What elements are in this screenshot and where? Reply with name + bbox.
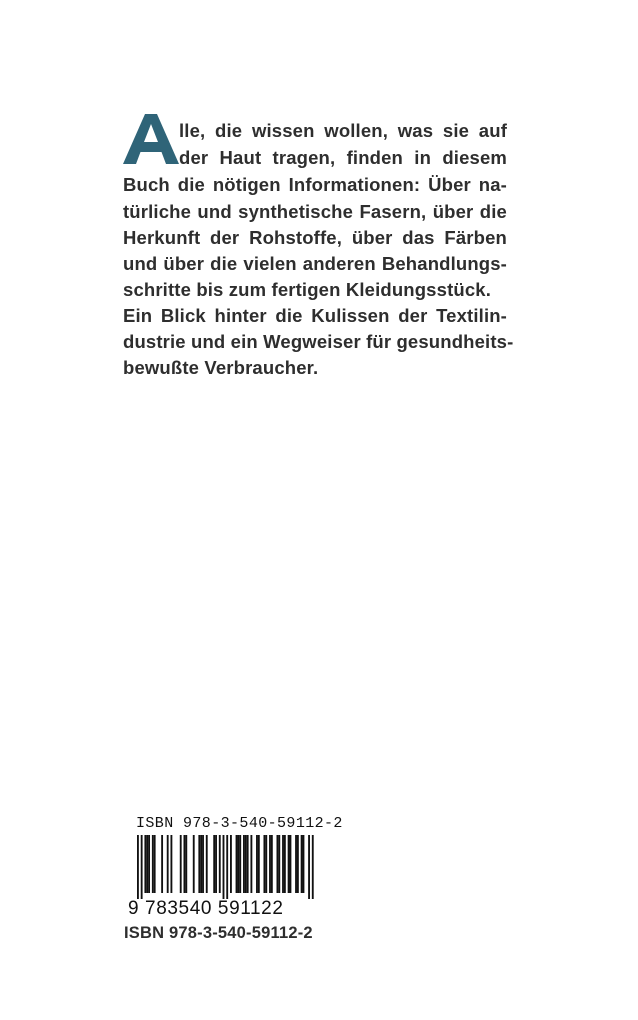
barcode-bar [301, 835, 303, 893]
barcode-bar [202, 835, 204, 893]
barcode-bar [239, 835, 241, 893]
barcode-bar [148, 835, 150, 893]
barcode-bar [236, 835, 238, 893]
barcode-bar [237, 835, 239, 893]
barcode-guard-bar [141, 835, 143, 899]
barcode-bar [250, 835, 252, 893]
barcode-bar [180, 835, 182, 893]
barcode-bar [288, 835, 290, 893]
barcode-bar [297, 835, 299, 893]
blurb-line: türliche und synthetische Fasern, über die [123, 201, 507, 222]
blurb-line: lle, die wissen wollen, was sie auf [179, 120, 507, 141]
barcode-bar [284, 835, 286, 893]
blurb-line: und über die vielen anderen Behandlungs- [123, 253, 507, 274]
barcode-bar [154, 835, 156, 893]
barcode-bar [303, 835, 305, 893]
isbn-footer: ISBN 978-3-540-59112-2 [124, 924, 313, 942]
blurb-line: bewußte Verbraucher. [123, 357, 319, 378]
barcode-guard-bar [312, 835, 314, 899]
barcode-bar [185, 835, 187, 893]
barcode-bar [200, 835, 202, 893]
isbn-label: ISBN 978-3-540-59112-2 [136, 815, 343, 832]
barcode-bar [215, 835, 217, 893]
blurb-line: schritte bis zum fertigen Kleidungsstück. [123, 279, 491, 300]
barcode-bar [265, 835, 267, 893]
barcode-bar [152, 835, 154, 893]
ean13-barcode [124, 835, 314, 899]
barcode-bar [230, 835, 232, 893]
barcode-bar [184, 835, 186, 893]
barcode-guard-bar [137, 835, 139, 899]
barcode-bar [282, 835, 284, 893]
barcode-bar [247, 835, 249, 893]
blurb-line: Ein Blick hinter die Kulissen der Textilin- [123, 305, 507, 326]
blurb-line: dustrie und ein Wegweiser für gesundheits- [123, 331, 514, 352]
barcode-bar [170, 835, 172, 893]
barcode-guard-bar [223, 835, 225, 899]
barcode-bar [258, 835, 260, 893]
barcode-bar [295, 835, 297, 893]
barcode-bar [167, 835, 169, 893]
barcode-bar [193, 835, 195, 893]
barcode-guard-bar [226, 835, 228, 899]
blurb-line: Herkunft der Rohstoffe, über das Färben [123, 227, 507, 248]
barcode-bar [245, 835, 247, 893]
barcode-bar [278, 835, 280, 893]
barcode-bar [198, 835, 200, 893]
barcode-bar [144, 835, 146, 893]
blurb-line: der Haut tragen, finden in diesem [179, 147, 507, 168]
barcode-bar [290, 835, 292, 893]
barcode-bar [146, 835, 148, 893]
barcode-bar [256, 835, 258, 893]
ean-digits: 9 783540 591122 [128, 898, 284, 919]
barcode-bar [213, 835, 215, 893]
drop-cap-glyph [123, 114, 179, 164]
barcode-bar [206, 835, 208, 893]
barcode-bar [269, 835, 271, 893]
barcode-bar [219, 835, 221, 893]
drop-cap [123, 114, 179, 164]
barcode-guard-bar [308, 835, 310, 899]
barcode-bar [277, 835, 279, 893]
barcode-bar [271, 835, 273, 893]
barcode-bar [243, 835, 245, 893]
barcode-bar [161, 835, 163, 893]
barcode-bar [263, 835, 265, 893]
blurb-line: Buch die nötigen Informationen: Über na- [123, 174, 507, 195]
